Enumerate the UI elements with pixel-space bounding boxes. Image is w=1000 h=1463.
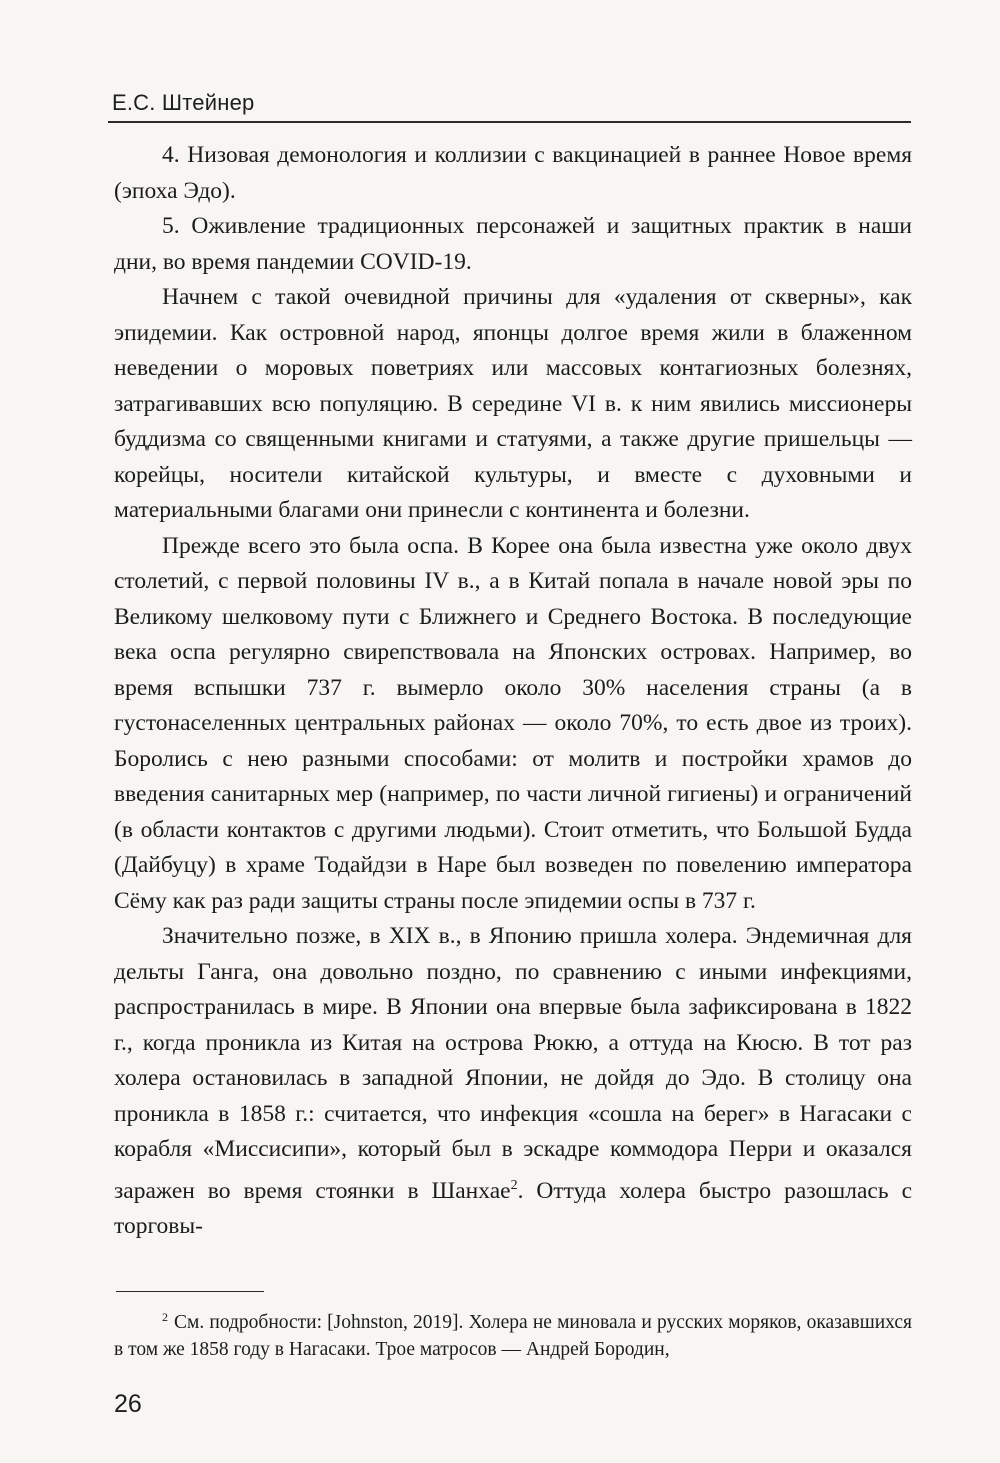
paragraph-smallpox: Прежде всего это была оспа. В Корее она была известна уже около двух столетий, с первой половины IV в., а в Китай попала в начале новой эры по Великому шелковому пути с Ближнего и Среднего Востока. В последующие века оспа регулярно свирепствовала на Японских островах. Например, во время вспышки 737 г. вымерло около 30% населения страны (а в густонаселенных центральных районах — около 70%, то есть двое из троих). Боролись с нею разными способами: от молитв и постройки храмов до введения санитарных мер (например, по части личной гигиены) и ограничений (в области контактов с другими людьми). Стоит отметить, что Большой Будда (Дайбуцу) в храме Тодайдзи в Наре был возведен по повелению императора Сёму как раз ради защиты страны после эпидемии оспы в 737 г. xyxy=(114,532,912,914)
footnote-mark: 2 xyxy=(162,1310,168,1324)
footnote-reference[interactable]: 2 xyxy=(510,1177,518,1193)
header-divider xyxy=(108,121,911,123)
footnote xyxy=(114,1304,912,1363)
running-head-author: Е.С. Штейнер xyxy=(112,90,255,115)
list-item-5: 5. Оживление традиционных персонажей и защитных практик в наши дни, во время пандемии COVID-19. xyxy=(114,213,912,275)
footnote-divider xyxy=(116,1291,264,1292)
paragraph-epidemics: Начнем с такой очевидной причины для «удаления от скверны», как эпидемии. Как островной народ, японцы долгое время жили в блаженном неведении о моровых поветриях или массовых контагиозных болезнях, затрагивавших всю популяцию. В середине VI в. к ним явились миссионеры буддизма со священными книгами и статуями, а также другие пришельцы — корейцы, носители китайской культуры, и вместе с духовными и материальными благами они принесли с континента и болезни. xyxy=(114,284,912,523)
footnote-text: См. подробности: [Johnston, 2019]. Холера не миновала и русских моряков, оказавшихся в том же 1858 году в Нагасаки. Трое матросов — Андрей Бородин, xyxy=(114,1312,912,1360)
paragraph-cholera xyxy=(114,919,912,1245)
paragraph-cholera-text: Значительно позже, в XIX в., в Японию пришла холера. Эндемичная для дельты Ганга, она довольно поздно, по сравнению с иными инфекциями, распространилась в мире. В Японии она впервые была зафиксирована в 1822 г., когда проникла из Китая на острова Рюкю, а оттуда на Кюсю. В тот раз холера остановилась в западной Японии, не дойдя до Эдо. В столицу она проникла в 1858 г.: считается, что инфекция «сошла на берег» в Нагасаки с корабля «Миссисипи», который был в эскадре коммодора Перри и оказался заражен во время стоянки в Шанхае xyxy=(114,923,912,1204)
main-text xyxy=(114,138,912,1245)
page-number: 26 xyxy=(114,1390,142,1418)
paragraph-cholera-end: . Оттуда холера быстро разошлась с торговы- xyxy=(114,1177,912,1239)
list-item-4: 4. Низовая демонология и коллизии с вакцинацией в раннее Новое время (эпоха Эдо). xyxy=(114,142,912,204)
footnote-paragraph xyxy=(114,1304,912,1363)
